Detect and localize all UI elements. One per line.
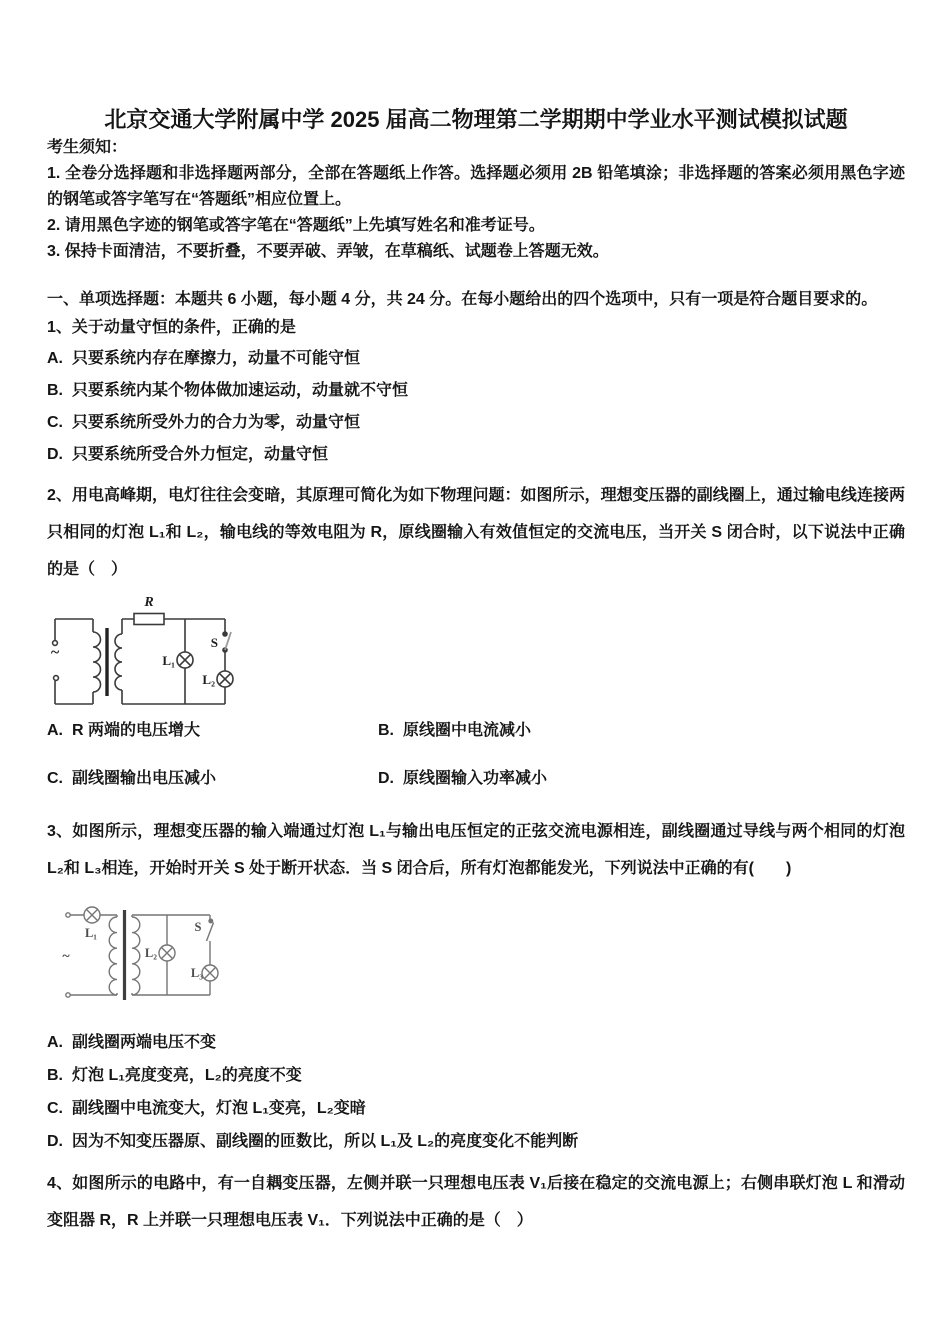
option-text: 灯泡 L₁亮度变亮，L₂的亮度不变 bbox=[72, 1067, 302, 1084]
lamp-L3-label: L₃ bbox=[190, 966, 203, 980]
question-3-stem: 3、如图所示，理想变压器的输入端通过灯泡 L₁与输出电压恒定的正弦交流电源相连，副线圈通过导线与两个相同的灯泡 L₂和 L₃相连，开始时开关 S 处于断开状态．当 S 闭合后，所有灯泡都能发光，下列说法中正确的有( ) bbox=[47, 823, 905, 877]
option-row-3b bbox=[47, 1066, 905, 1086]
primary-circuit-wire bbox=[55, 619, 93, 704]
option-row-1b bbox=[47, 381, 905, 401]
lamp-L1-label: L₁ bbox=[84, 926, 98, 940]
ac-source-label: ~ bbox=[62, 949, 70, 964]
option-text: 原线圈中电流减小 bbox=[403, 722, 532, 739]
secondary-coil-icon bbox=[132, 917, 140, 995]
ac-terminal-icon bbox=[54, 676, 59, 681]
option-label: C. bbox=[47, 414, 63, 431]
option-row-2a bbox=[47, 721, 378, 741]
secondary-coil-icon bbox=[115, 634, 122, 690]
question-2-options bbox=[47, 721, 905, 801]
switch-contact-icon bbox=[223, 632, 227, 636]
question-1-options bbox=[47, 349, 905, 465]
option-text: 只要系统内某个物体做加速运动，动量就不守恒 bbox=[72, 382, 409, 399]
resistor-icon bbox=[134, 614, 164, 625]
question-2-circuit-diagram bbox=[45, 588, 337, 715]
page-title: 北京交通大学附属中学 2025 届高二物理第二学期期中学业水平测试模拟试题 bbox=[104, 107, 848, 132]
question-3-options bbox=[47, 1033, 905, 1152]
lamp-cross-icon bbox=[86, 909, 97, 920]
ac-terminal-icon bbox=[66, 993, 70, 997]
option-text: R 两端的电压增大 bbox=[72, 722, 201, 739]
switch-contact-icon bbox=[209, 919, 213, 923]
option-text: 副线圈中电流变大，灯泡 L₁变亮，L₂变暗 bbox=[72, 1100, 366, 1117]
primary-coil-icon bbox=[109, 917, 117, 995]
option-label: C. bbox=[47, 1100, 63, 1117]
lamp-cross-icon bbox=[161, 947, 172, 958]
option-text: 原线圈输入功率减小 bbox=[403, 770, 548, 787]
notice-item-1: 1. 全卷分选择题和非选择题两部分，全部在答题纸上作答。选择题必须用 2B 铅笔填涂；非选择题的答案必须用黑色字迹的钢笔或答字笔写在“答题纸”相应位置上。 bbox=[47, 165, 905, 208]
notice-heading: 考生须知： bbox=[47, 139, 128, 156]
option-text: 只要系统内存在摩擦力，动量不可能守恒 bbox=[72, 350, 361, 367]
question-3-circuit-diagram bbox=[47, 891, 299, 1025]
option-label: D. bbox=[378, 770, 394, 787]
option-text: 只要系统所受外力的合力为零，动量守恒 bbox=[72, 414, 361, 431]
lamp-cross-icon bbox=[204, 967, 215, 978]
option-row-3c bbox=[47, 1099, 905, 1119]
notice-item-2: 2. 请用黑色字迹的钢笔或答字笔在“答题纸”上先填写姓名和准考证号。 bbox=[47, 217, 545, 234]
option-row-2b bbox=[378, 721, 905, 741]
option-row-2c bbox=[47, 769, 378, 789]
option-label: B. bbox=[47, 1067, 63, 1084]
switch-label: S bbox=[194, 920, 202, 934]
notice-item-3: 3. 保持卡面清洁，不要折叠，不要弄破、弄皱，在草稿纸、试题卷上答题无效。 bbox=[47, 243, 609, 260]
option-row-3a bbox=[47, 1033, 905, 1053]
question-1-stem: 1、关于动量守恒的条件，正确的是 bbox=[47, 319, 296, 336]
lamp-L2-label: L₂ bbox=[144, 946, 157, 960]
question-4-stem: 4、如图所示的电路中，有一自耦变压器，左侧并联一只理想电压表 V₁后接在稳定的交流电源上；右侧串联灯泡 L 和滑动变阻器 R，R 上并联一只理想电压表 V₁．下列说法中正确的是（ ） bbox=[47, 1175, 905, 1229]
option-text: 副线圈两端电压不变 bbox=[72, 1034, 217, 1051]
ac-source-label: ~ bbox=[50, 644, 60, 661]
resistor-label: R bbox=[144, 595, 154, 610]
question-2-stem: 2、用电高峰期，电灯往往会变暗，其原理可简化为如下物理问题：如图所示，理想变压器的副线圈上，通过输电线连接两只相同的灯泡 L₁和 L₂，输电线的等效电阻为 R，原线圈输入有效值恒定的交流电压，当开关 S 闭合时，以下说法中正确的是（ ） bbox=[47, 487, 905, 578]
option-text: 只要系统所受合外力恒定，动量守恒 bbox=[72, 446, 329, 463]
option-label: C. bbox=[47, 770, 63, 787]
option-label: B. bbox=[47, 382, 63, 399]
option-label: B. bbox=[378, 722, 394, 739]
option-row-1c bbox=[47, 413, 905, 433]
lamp-cross-icon bbox=[219, 673, 230, 684]
switch-label: S bbox=[210, 635, 218, 650]
lamp-L2-label: L₂ bbox=[202, 672, 215, 687]
option-label: A. bbox=[47, 1034, 63, 1051]
option-label: D. bbox=[47, 1133, 63, 1150]
option-label: D. bbox=[47, 446, 63, 463]
primary-coil-icon bbox=[93, 632, 101, 692]
option-label: A. bbox=[47, 350, 63, 367]
option-row-1a bbox=[47, 349, 905, 369]
lamp-cross-icon bbox=[179, 654, 190, 665]
option-text: 副线圈输出电压减小 bbox=[72, 770, 217, 787]
ac-terminal-icon bbox=[66, 913, 70, 917]
option-row-2d bbox=[378, 769, 905, 789]
lamp-L1-label: L₁ bbox=[162, 653, 175, 668]
option-text: 因为不知变压器原、副线圈的匝数比，所以 L₁及 L₂的亮度变化不能判断 bbox=[72, 1133, 579, 1150]
section-heading: 一、单项选择题：本题共 6 小题，每小题 4 分，共 24 分。在每小题给出的四个选项中，只有一项是符合题目要求的。 bbox=[47, 291, 878, 308]
option-label: A. bbox=[47, 722, 63, 739]
option-row-1d bbox=[47, 445, 905, 465]
option-row-3d bbox=[47, 1132, 905, 1152]
switch-blade-icon bbox=[207, 923, 214, 942]
